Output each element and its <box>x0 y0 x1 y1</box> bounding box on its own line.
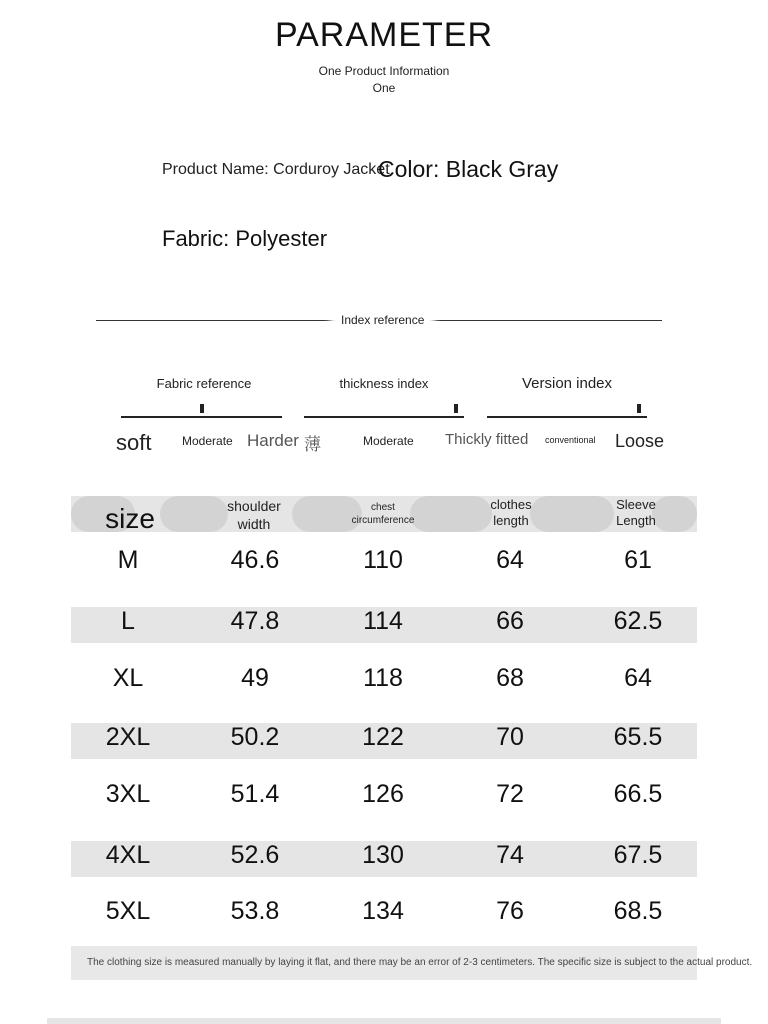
cell-shoulder: 47.8 <box>230 607 280 635</box>
header-length-line2: length <box>493 513 529 529</box>
table-row <box>71 723 697 759</box>
fabric-reference-title: Fabric reference <box>156 376 252 391</box>
table-row <box>71 546 697 582</box>
cell-length: 68 <box>496 664 524 692</box>
cell-size: 3XL <box>105 780 151 808</box>
version-scale-marker <box>637 404 641 413</box>
header-shoulder-width <box>204 498 304 533</box>
version-scale-line <box>487 416 647 418</box>
thickness-label-thick: Thickly fitted <box>445 431 529 448</box>
thickness-scale-line <box>304 416 464 418</box>
cell-size: 5XL <box>105 897 151 925</box>
cell-chest: 110 <box>363 546 403 574</box>
header-chest-line2: circumference <box>351 514 415 526</box>
header-chest-line1: chest <box>371 502 395 513</box>
cell-shoulder: 46.6 <box>230 546 280 574</box>
fabric-scale-marker <box>200 404 204 413</box>
version-index-title: Version index <box>521 375 613 392</box>
cell-sleeve: 64 <box>624 664 652 692</box>
header-shoulder-line1: shoulder <box>227 498 281 514</box>
cell-shoulder: 53.8 <box>230 897 280 925</box>
cell-shoulder: 50.2 <box>230 723 280 751</box>
cell-sleeve: 65.5 <box>613 723 663 751</box>
size-note: The clothing size is measured manually by laying it flat, and there may be an error of 2-3 centimeters. The specific size is subject to the actual product. <box>87 957 753 968</box>
cell-length: 64 <box>496 546 524 574</box>
cell-length: 70 <box>496 723 524 751</box>
cell-size: L <box>121 607 135 635</box>
header-sleeve-line1: Sleeve <box>616 497 656 512</box>
index-reference-label: Index reference <box>336 313 429 327</box>
header-size: size <box>105 503 155 534</box>
cell-sleeve: 68.5 <box>613 897 663 925</box>
header-sleeve-line2: Length <box>616 513 656 529</box>
cell-shoulder: 52.6 <box>230 841 280 869</box>
header-sleeve-length <box>586 497 686 530</box>
cell-size: 4XL <box>105 841 151 869</box>
fabric-label-harder: Harder <box>247 431 299 450</box>
bottom-divider <box>47 1018 721 1024</box>
product-fabric: Fabric: Polyester <box>162 226 328 251</box>
thickness-label-thin: 薄 <box>304 435 321 454</box>
fabric-label-soft: soft <box>116 430 152 455</box>
cell-chest: 122 <box>362 723 404 751</box>
cell-shoulder: 49 <box>241 664 269 692</box>
cell-chest: 114 <box>363 607 403 635</box>
version-label-conventional: conventional <box>545 435 596 445</box>
table-row <box>71 780 697 816</box>
cell-chest: 130 <box>362 841 404 869</box>
cell-chest: 134 <box>362 897 404 925</box>
cell-sleeve: 67.5 <box>613 841 663 869</box>
product-name: Product Name: Corduroy Jacket <box>162 161 390 178</box>
page-title: PARAMETER <box>274 16 494 54</box>
header-shoulder-line2: width <box>237 515 271 532</box>
fabric-label-moderate: Moderate <box>182 434 233 448</box>
cell-length: 74 <box>496 841 524 869</box>
thickness-scale-marker <box>454 404 458 413</box>
cell-sleeve: 61 <box>624 546 652 574</box>
page-subtitle-2: One <box>372 81 396 95</box>
thickness-label-moderate: Moderate <box>363 434 414 448</box>
cell-length: 72 <box>496 780 524 808</box>
table-row <box>71 841 697 877</box>
cell-shoulder: 51.4 <box>230 780 280 808</box>
cell-size: 2XL <box>105 723 151 751</box>
cell-length: 76 <box>496 897 524 925</box>
header-length-line1: clothes <box>490 497 532 512</box>
table-row <box>71 897 697 933</box>
table-row <box>71 664 697 700</box>
cell-sleeve: 62.5 <box>613 607 663 635</box>
cell-size: XL <box>112 664 144 692</box>
cell-length: 66 <box>496 607 524 635</box>
page-subtitle: One Product Information <box>318 64 450 78</box>
cell-chest: 126 <box>362 780 404 808</box>
thickness-index-title: thickness index <box>339 376 429 391</box>
header-clothes-length <box>461 497 561 530</box>
cell-chest: 118 <box>363 664 403 692</box>
fabric-scale-line <box>121 416 282 418</box>
cell-size: M <box>117 546 139 574</box>
table-row <box>71 607 697 643</box>
version-label-loose: Loose <box>615 431 665 451</box>
header-chest-circumference <box>333 502 433 527</box>
product-color: Color: Black Gray <box>378 156 559 182</box>
cell-sleeve: 66.5 <box>613 780 663 808</box>
